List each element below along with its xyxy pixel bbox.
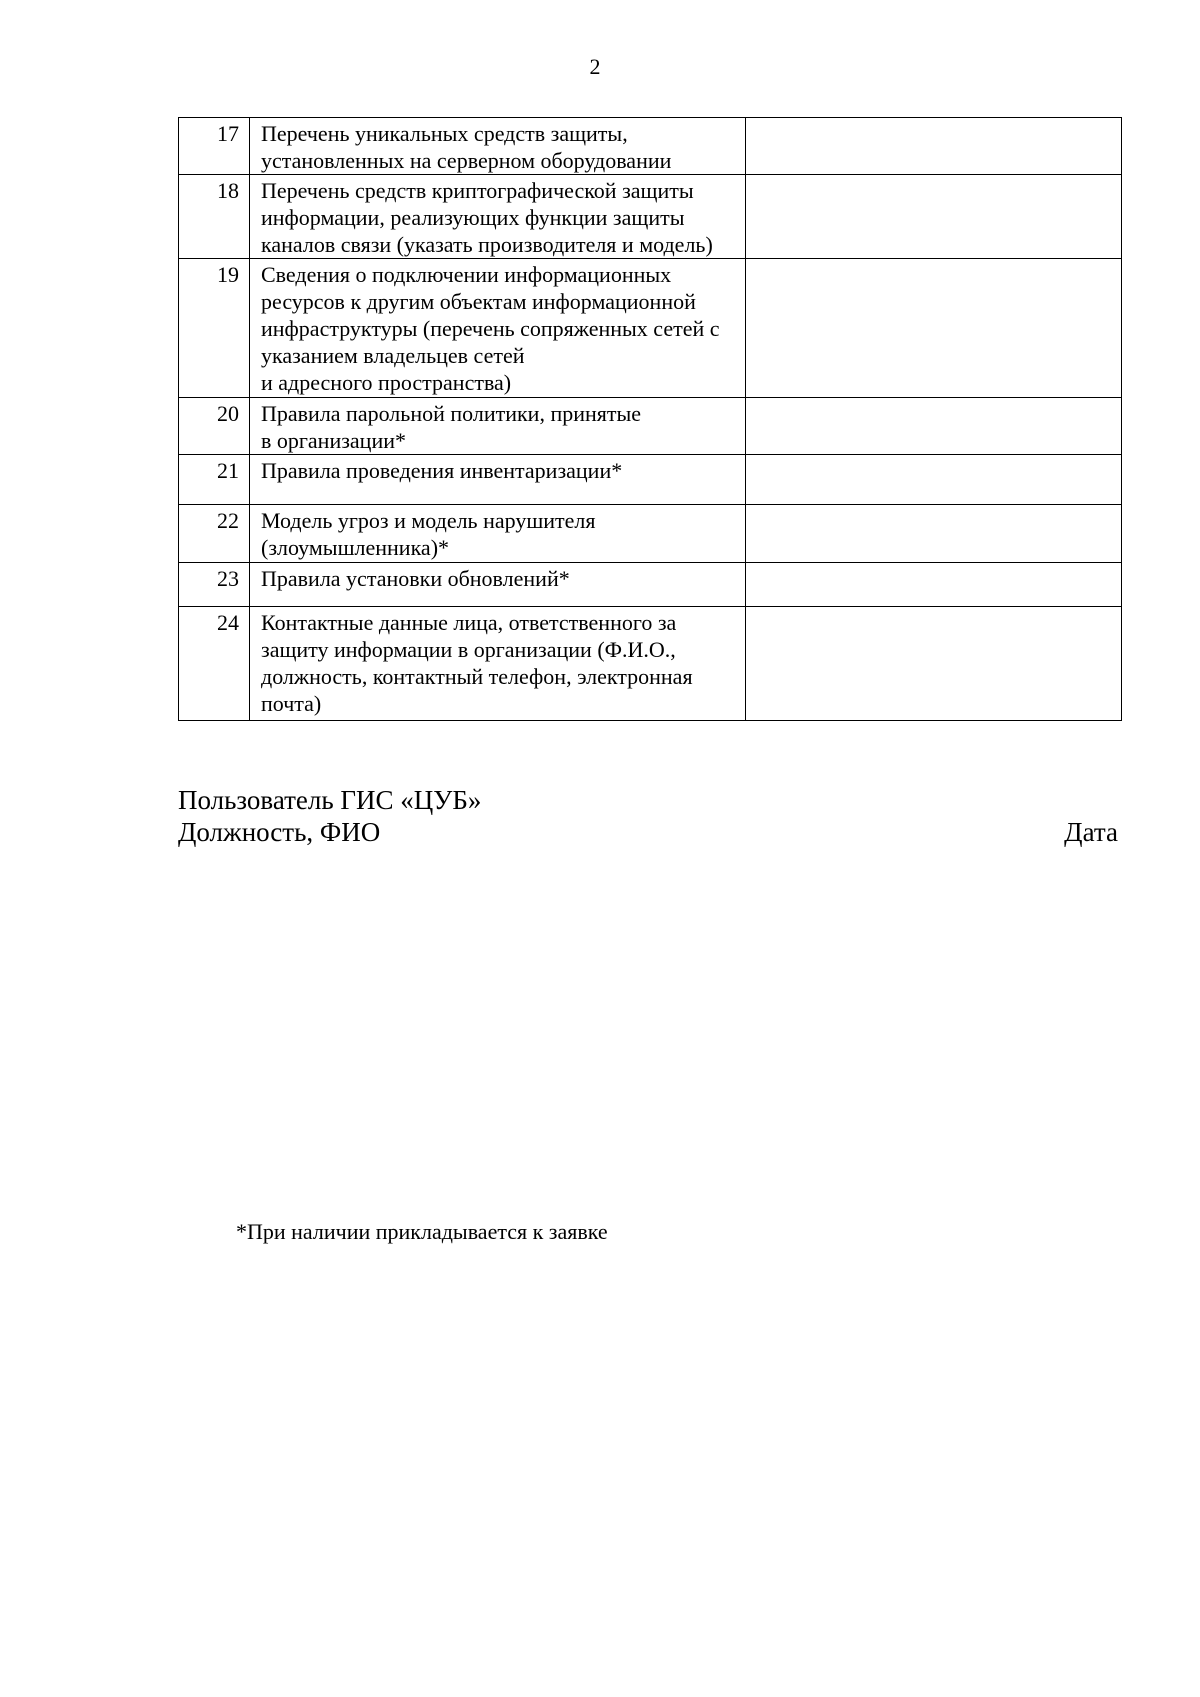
description-line: Правила парольной политики, принятые <box>261 401 642 426</box>
table-row <box>179 505 1122 563</box>
row-description <box>250 175 746 259</box>
description-line: в организации* <box>261 428 406 453</box>
description-line: Сведения о подключении информационных <box>261 262 672 287</box>
row-number: 20 <box>179 398 250 455</box>
signature-user-label: Пользователь ГИС «ЦУБ» <box>178 785 482 815</box>
description-line: Перечень уникальных средств защиты, <box>261 121 628 146</box>
row-number: 19 <box>179 259 250 398</box>
row-number: 17 <box>179 118 250 175</box>
row-value-cell[interactable] <box>746 607 1122 721</box>
row-value-cell[interactable] <box>746 175 1122 259</box>
row-value-cell[interactable] <box>746 398 1122 455</box>
row-description <box>250 259 746 398</box>
description-line: и адресного пространства) <box>261 370 512 395</box>
table-row <box>179 398 1122 455</box>
signature-position-label: Должность, ФИО <box>178 817 381 847</box>
description-line: инфраструктуры (перечень сопряженных сетей с <box>261 316 720 341</box>
description-line: установленных на серверном оборудовании <box>261 148 672 173</box>
row-description <box>250 118 746 175</box>
description-line: (злоумышленника)* <box>261 535 450 560</box>
description-line: Правила установки обновлений* <box>261 566 570 591</box>
table-row <box>179 175 1122 259</box>
row-number: 21 <box>179 455 250 505</box>
description-line: Перечень средств криптографической защиты <box>261 178 694 203</box>
signature-date-label: Дата <box>1064 817 1118 847</box>
row-value-cell[interactable] <box>746 455 1122 505</box>
table-row <box>179 118 1122 175</box>
description-line: Контактные данные лица, ответственного за <box>261 610 677 635</box>
row-value-cell[interactable] <box>746 118 1122 175</box>
info-table <box>178 117 1122 721</box>
description-line: защиту информации в организации (Ф.И.О., <box>261 637 676 662</box>
row-number: 18 <box>179 175 250 259</box>
table-row <box>179 607 1122 721</box>
page-number: 2 <box>589 54 601 79</box>
row-description <box>250 455 746 505</box>
table-row <box>179 563 1122 607</box>
description-line: Модель угроз и модель нарушителя <box>261 508 596 533</box>
row-number: 22 <box>179 505 250 563</box>
description-line: должность, контактный телефон, электронная <box>261 664 693 689</box>
row-value-cell[interactable] <box>746 505 1122 563</box>
row-description <box>250 563 746 607</box>
description-line: указанием владельцев сетей <box>261 343 525 368</box>
table-row <box>179 455 1122 505</box>
description-line: каналов связи (указать производителя и модель) <box>261 232 713 257</box>
row-number: 24 <box>179 607 250 721</box>
description-line: Правила проведения инвентаризации* <box>261 458 623 483</box>
description-line: ресурсов к другим объектам информационной <box>261 289 696 314</box>
table-row <box>179 259 1122 398</box>
description-line: почта) <box>261 691 322 716</box>
row-value-cell[interactable] <box>746 259 1122 398</box>
footnote: *При наличии прикладывается к заявке <box>236 1219 608 1244</box>
row-number: 23 <box>179 563 250 607</box>
row-value-cell[interactable] <box>746 563 1122 607</box>
row-description <box>250 505 746 563</box>
description-line: информации, реализующих функции защиты <box>261 205 685 230</box>
row-description <box>250 398 746 455</box>
row-description <box>250 607 746 721</box>
